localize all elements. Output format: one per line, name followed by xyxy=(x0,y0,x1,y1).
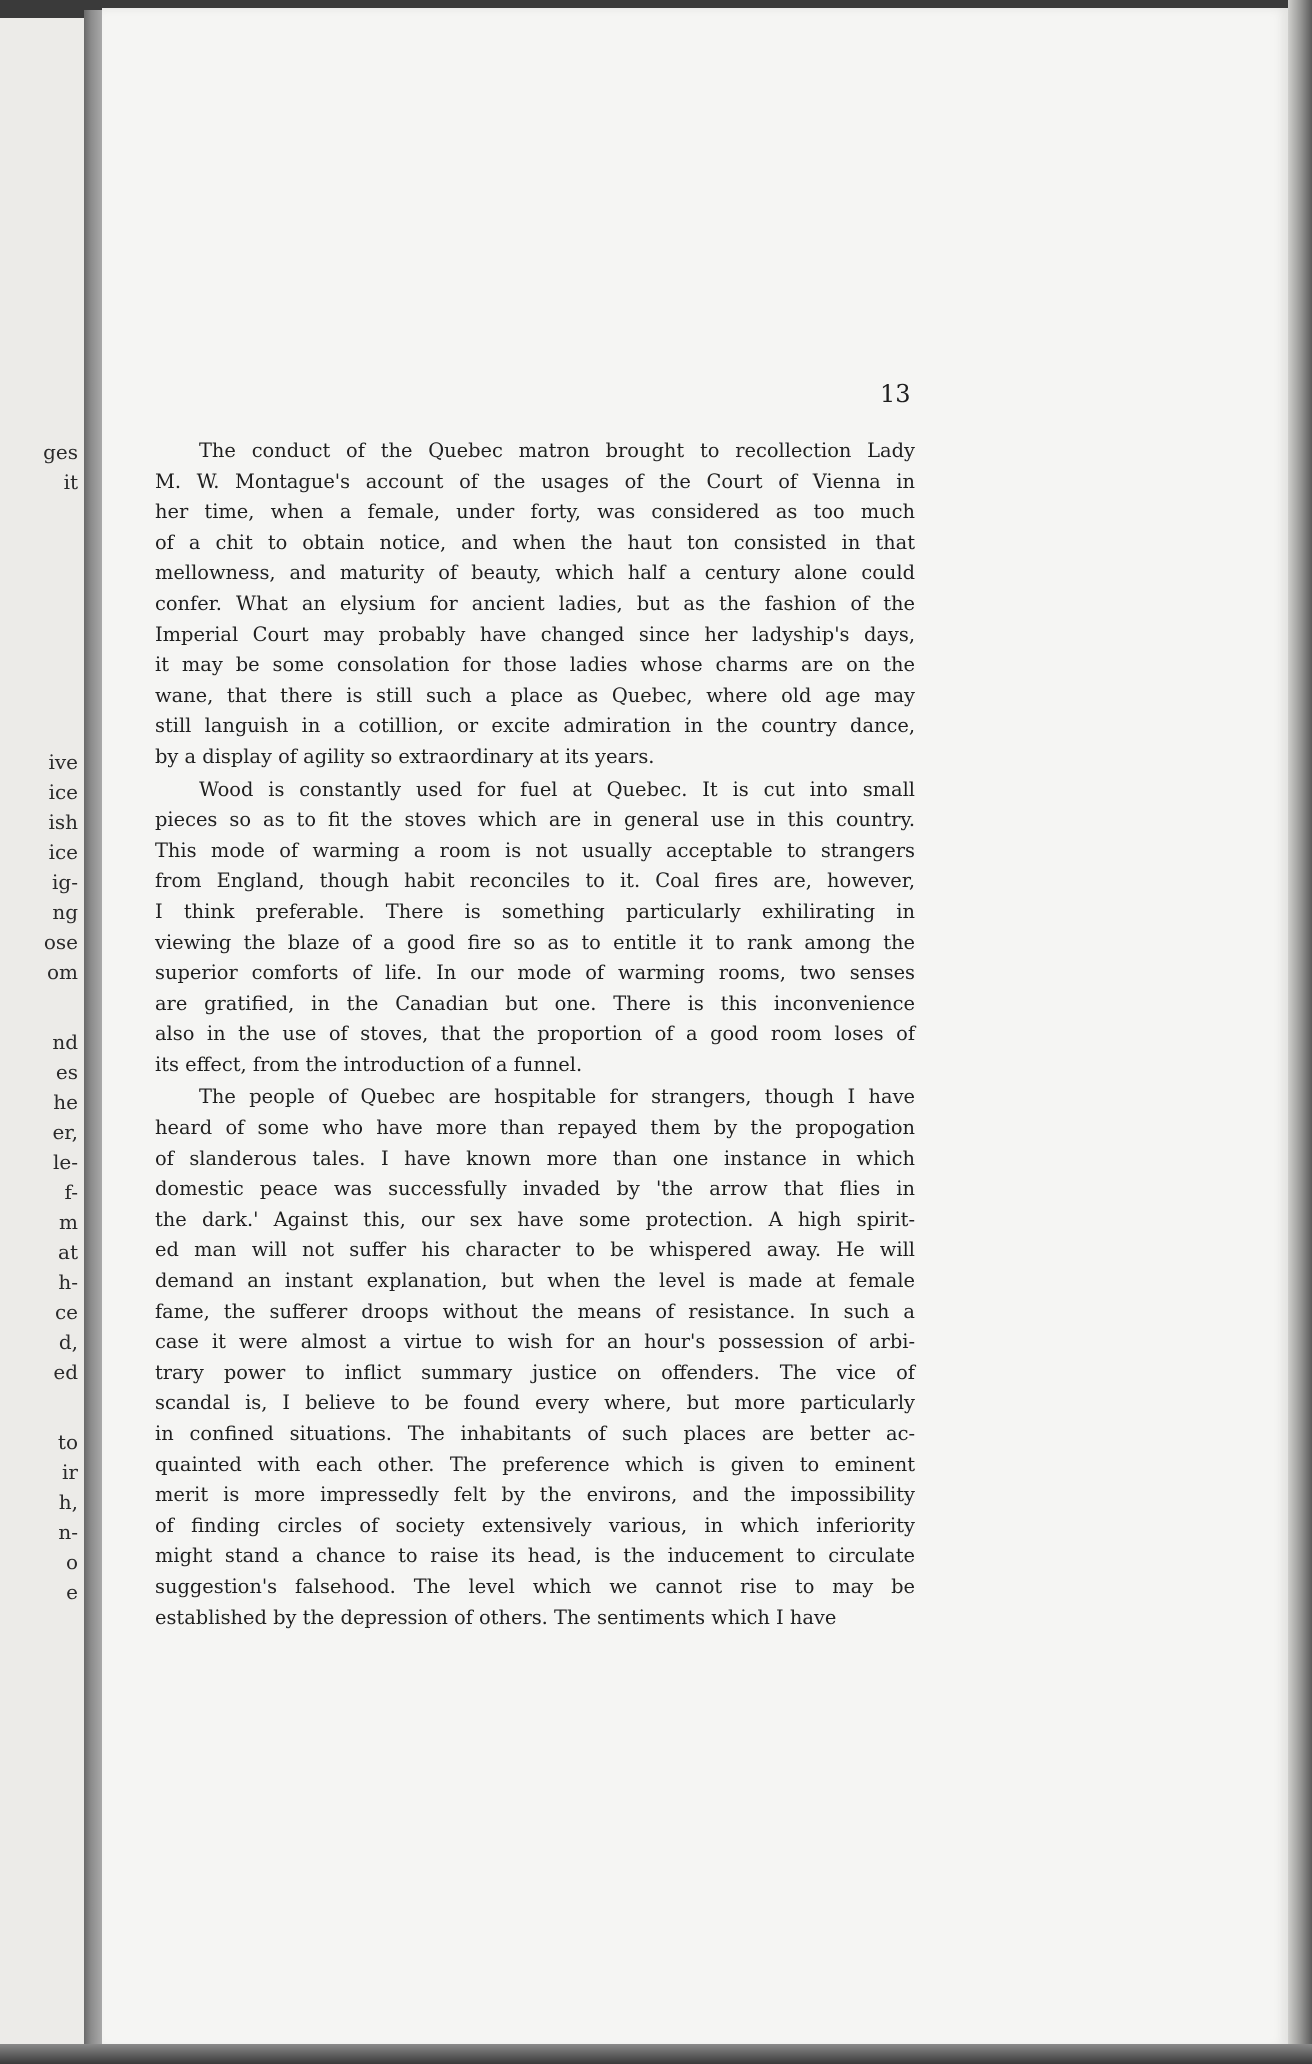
left-page-fragment: nd xyxy=(52,1030,78,1054)
left-page-fragment: n- xyxy=(58,1520,78,1544)
left-page-fragment: to xyxy=(57,1430,78,1454)
text-line: fame, the sufferer droops without the means of resistance. In such a xyxy=(155,1299,915,1323)
bottom-page-edge xyxy=(0,2044,1312,2064)
text-line: domestic peace was successfully invaded by 'the arrow that flies in xyxy=(155,1177,915,1201)
text-line: might stand a chance to raise its head, is the inducement to circulate xyxy=(155,1544,915,1568)
left-page-fragment: f- xyxy=(64,1180,78,1204)
left-page-fragment: ose xyxy=(43,930,78,954)
text-line: her time, when a female, under forty, was considered as too much xyxy=(155,500,915,524)
paragraph xyxy=(155,775,915,1081)
right-page-edge xyxy=(1288,0,1312,2064)
text-line: This mode of warming a room is not usually acceptable to strangers xyxy=(155,838,915,862)
left-page-edge xyxy=(0,18,84,2044)
text-line: still languish in a cotillion, or excite admiration in the country dance, xyxy=(155,714,915,738)
left-page-fragment: h, xyxy=(58,1490,78,1514)
text-line: wane, that there is still such a place as Quebec, where old age may xyxy=(155,683,915,707)
text-line: of slanderous tales. I have known more than one instance in which xyxy=(155,1146,915,1170)
page-number: 13 xyxy=(880,380,911,408)
left-page-fragment: es xyxy=(55,1060,78,1084)
text-line: The conduct of the Quebec matron brought to recollection Lady xyxy=(199,439,915,462)
left-page-fragment: ig- xyxy=(52,870,78,894)
text-line: of finding circles of society extensively various, in which inferiority xyxy=(155,1513,915,1537)
text-line: established by the depression of others. The sentiments which I have xyxy=(155,1605,837,1629)
left-page-fragment: he xyxy=(53,1090,78,1114)
left-page-fragment: ice xyxy=(48,780,78,804)
body-text xyxy=(155,436,915,1635)
text-line: superior comforts of life. In our mode of warming rooms, two senses xyxy=(155,961,915,985)
text-line: viewing the blaze of a good fire so as to entitle it to rank among the xyxy=(155,930,915,954)
text-line: in confined situations. The inhabitants of such places are better ac- xyxy=(155,1422,915,1445)
left-page-fragment: ir xyxy=(62,1460,78,1484)
left-page-fragment: h- xyxy=(58,1270,78,1294)
text-line: it may be some consolation for those ladies whose charms are on the xyxy=(155,653,915,677)
left-page-fragment: e xyxy=(66,1580,78,1604)
left-page-fragment: om xyxy=(46,960,78,984)
left-page-fragment: at xyxy=(58,1240,78,1264)
left-page-fragment: le- xyxy=(53,1150,78,1174)
left-page-fragment: ed xyxy=(53,1360,78,1384)
left-page-fragment: ce xyxy=(54,1300,78,1324)
text-line: its effect, from the introduction of a funnel. xyxy=(155,1052,583,1076)
text-line: the dark.' Against this, our sex have some protection. A high spirit- xyxy=(155,1207,915,1231)
left-page-fragment: er, xyxy=(52,1120,78,1144)
text-line: mellowness, and maturity of beauty, which half a century alone could xyxy=(155,561,915,585)
left-page-fragment: it xyxy=(63,470,78,494)
text-line: heard of some who have more than repayed them by the propogation xyxy=(155,1116,915,1140)
text-line: pieces so as to fit the stoves which are in general use in this country. xyxy=(155,808,915,832)
text-line: M. W. Montague's account of the usages of the Court of Vienna in xyxy=(155,469,915,493)
left-page-fragment: ice xyxy=(48,840,78,864)
left-page-fragment: o xyxy=(65,1550,78,1574)
text-line: of a chit to obtain notice, and when the haut ton consisted in that xyxy=(155,530,915,554)
left-page-fragment: ng xyxy=(52,900,78,924)
text-line: The people of Quebec are hospitable for strangers, though I have xyxy=(199,1085,915,1109)
text-line: merit is more impressedly felt by the environs, and the impossibility xyxy=(155,1483,915,1507)
paragraph xyxy=(155,436,915,773)
left-page-fragment: m xyxy=(59,1210,78,1234)
text-line: demand an instant explanation, but when the level is made at female xyxy=(155,1269,915,1293)
text-line: are gratified, in the Canadian but one. There is this inconvenience xyxy=(155,991,915,1015)
text-line: I think preferable. There is something particularly exhilirating in xyxy=(155,899,915,923)
text-line: by a display of agility so extraordinary at its years. xyxy=(155,744,655,768)
text-line: case it were almost a virtue to wish for an hour's possession of arbi- xyxy=(155,1330,915,1354)
left-page-fragment: ive xyxy=(48,750,78,774)
text-line: also in the use of stoves, that the proportion of a good room loses of xyxy=(155,1022,915,1046)
text-line: Wood is constantly used for fuel at Quebec. It is cut into small xyxy=(199,777,915,801)
text-line: quainted with each other. The preference which is given to eminent xyxy=(155,1452,915,1476)
text-line: from England, though habit reconciles to it. Coal fires are, however, xyxy=(155,869,915,893)
left-page-fragment: ges xyxy=(43,440,78,464)
text-line: Imperial Court may probably have changed since her ladyship's days, xyxy=(155,622,915,646)
text-line: suggestion's falsehood. The level which we cannot rise to may be xyxy=(155,1574,915,1598)
text-line: trary power to inflict summary justice on offenders. The vice of xyxy=(155,1360,915,1384)
text-line: ed man will not suffer his character to be whispered away. He will xyxy=(155,1238,915,1262)
paragraph xyxy=(155,1082,915,1633)
left-page-fragment: d, xyxy=(58,1330,78,1354)
left-page-fragment: ish xyxy=(48,810,78,834)
book-gutter xyxy=(84,10,102,2054)
text-line: scandal is, I believe to be found every where, but more particularly xyxy=(155,1391,915,1415)
text-line: confer. What an elysium for ancient ladies, but as the fashion of the xyxy=(155,591,915,615)
